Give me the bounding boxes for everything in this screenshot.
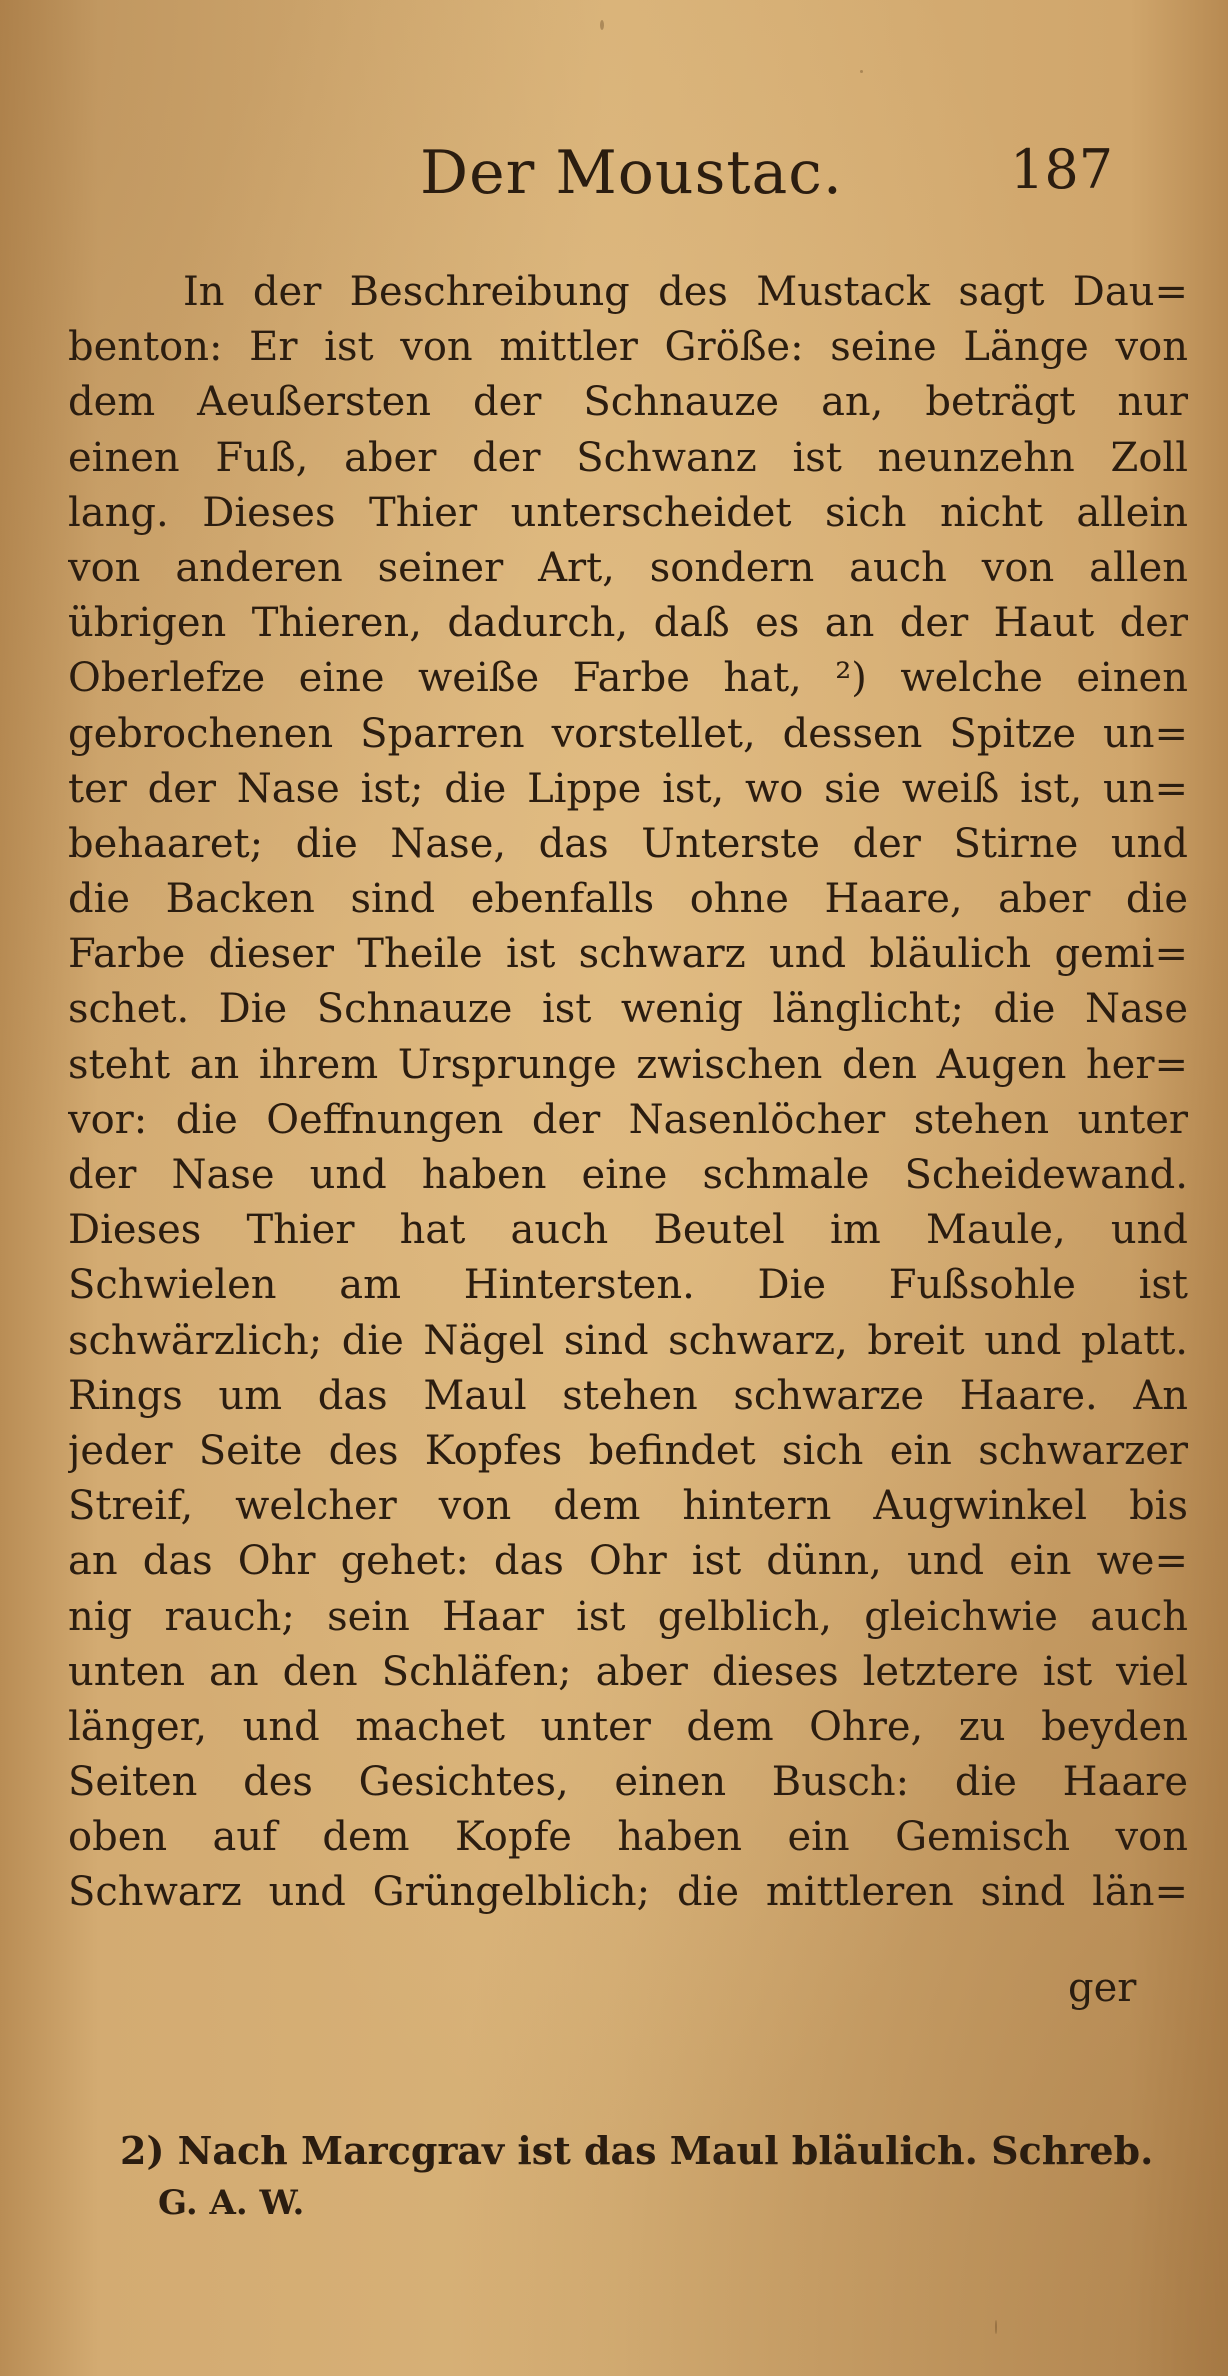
- text-line: einen Fuß, aber der Schwanz ist neunzehn Zoll: [68, 434, 1188, 481]
- text-line: nig rauch; sein Haar ist gelblich, gleichwie auch: [68, 1593, 1188, 1640]
- text-line: der Nase und haben eine schmale Scheidewand.: [68, 1152, 1188, 1198]
- paper-speck: [860, 70, 863, 73]
- text-line: von anderen seiner Art, sondern auch von allen: [68, 544, 1188, 591]
- text-line: Seiten des Gesichtes, einen Busch: die Haare: [68, 1759, 1188, 1806]
- body-text: [68, 265, 1188, 1921]
- text-line: Dieses Thier hat auch Beutel im Maule, und: [68, 1207, 1188, 1254]
- text-line: In der Beschreibung des Mustack sagt Dau=: [183, 269, 1188, 315]
- text-line: länger, und machet unter dem Ohre, zu beyden: [68, 1703, 1188, 1750]
- paper-speck: [600, 20, 604, 30]
- catchword: ger: [1068, 1965, 1137, 2011]
- text-line: schwärzlich; die Nägel sind schwarz, breit und platt.: [68, 1317, 1188, 1364]
- text-line: lang. Dieses Thier unterscheidet sich nicht allein: [68, 489, 1188, 536]
- running-title: Der Moustac.: [420, 138, 843, 208]
- text-line: vor: die Oeffnungen der Nasenlöcher stehen unter: [68, 1096, 1188, 1143]
- footnote-source: G. A. W.: [158, 2183, 305, 2223]
- text-line: jeder Seite des Kopfes befindet sich ein schwarzer: [68, 1427, 1188, 1474]
- text-line: die Backen sind ebenfalls ohne Haare, aber die: [68, 876, 1188, 923]
- paper-speck: [995, 2320, 997, 2334]
- text-line: oben auf dem Kopfe haben ein Gemisch von: [68, 1814, 1188, 1861]
- text-line: Schwarz und Grüngelblich; die mittleren sind län=: [68, 1869, 1188, 1916]
- text-line: Oberlefze eine weiße Farbe hat, ²) welche einen: [68, 655, 1188, 702]
- text-line: steht an ihrem Ursprunge zwischen den Augen her=: [68, 1041, 1188, 1088]
- text-line: behaaret; die Nase, das Unterste der Stirne und: [68, 820, 1188, 867]
- text-line: ter der Nase ist; die Lippe ist, wo sie weiß ist, un=: [68, 765, 1188, 812]
- footnote: [120, 2125, 1190, 2229]
- text-line: an das Ohr gehet: das Ohr ist dünn, und ein we=: [68, 1538, 1188, 1585]
- text-line: übrigen Thieren, dadurch, daß es an der Haut der: [68, 600, 1188, 647]
- text-line: benton: Er ist von mittler Größe: seine Länge von: [68, 324, 1188, 371]
- page-number: 187: [1010, 138, 1114, 201]
- text-line: Streif, welcher von dem hintern Augwinkel bis: [68, 1483, 1188, 1530]
- text-line: Rings um das Maul stehen schwarze Haare. An: [68, 1372, 1188, 1419]
- text-line: Schwielen am Hintersten. Die Fußsohle ist: [68, 1262, 1188, 1309]
- page-header: [0, 130, 1228, 210]
- text-line: schet. Die Schnauze ist wenig länglicht; die Nase: [68, 986, 1188, 1033]
- footnote-text: 2) Nach Marcgrav ist das Maul bläulich. Schreb.: [120, 2128, 1154, 2173]
- text-line: dem Aeußersten der Schnauze an, beträgt nur: [68, 379, 1188, 426]
- text-line: Farbe dieser Theile ist schwarz und bläulich gemi=: [68, 931, 1188, 978]
- text-line: unten an den Schläfen; aber dieses letztere ist viel: [68, 1648, 1188, 1695]
- text-line: gebrochenen Sparren vorstellet, dessen Spitze un=: [68, 710, 1188, 757]
